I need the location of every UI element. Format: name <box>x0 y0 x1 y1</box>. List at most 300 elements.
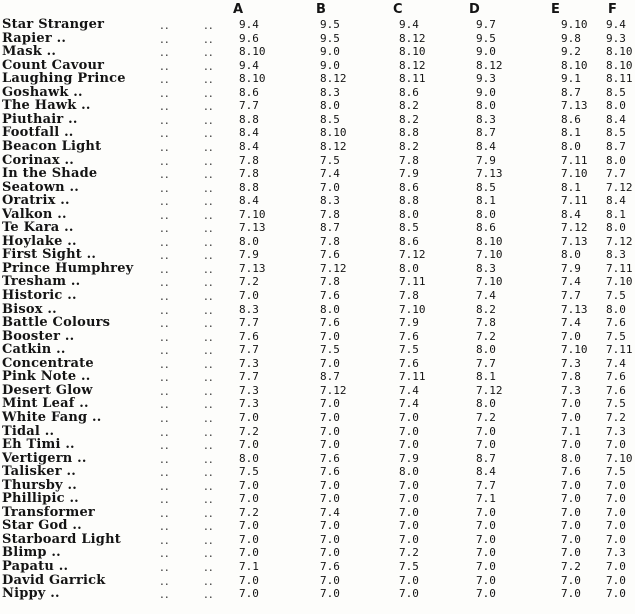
score-cell-d: 7.0 <box>476 438 496 452</box>
horse-name: Talisker .. <box>2 464 76 480</box>
score-cell-d: 8.6 <box>476 221 496 235</box>
score-cell-b: 8.7 <box>320 221 340 235</box>
leader-dots: .. <box>204 153 214 168</box>
score-cell-c: 8.11 <box>399 72 426 86</box>
score-cell-d: 7.7 <box>476 478 496 492</box>
leader-dots: .. <box>160 370 170 385</box>
score-cell-e: 7.0 <box>561 573 581 587</box>
leader-dots: .. <box>160 397 170 412</box>
score-cell-e: 7.0 <box>561 532 581 546</box>
table-row <box>0 586 635 602</box>
horse-name: Concentrate <box>2 355 94 371</box>
score-cell-d: 8.7 <box>476 451 496 465</box>
score-cell-e: 8.1 <box>561 180 581 194</box>
column-header-e: E <box>551 2 560 17</box>
leader-dots: .. <box>204 207 214 222</box>
horse-name: Laughing Prince <box>2 71 126 87</box>
score-cell-b: 8.12 <box>320 72 347 86</box>
score-cell-c: 7.6 <box>399 356 419 370</box>
score-cell-a: 7.0 <box>239 519 259 533</box>
score-cell-a: 7.10 <box>239 207 266 221</box>
leader-dots: .. <box>204 85 214 100</box>
score-cell-e: 8.1 <box>561 126 581 140</box>
score-cell-b: 8.5 <box>320 112 340 126</box>
score-cell-f: 7.0 <box>606 478 626 492</box>
leader-dots: .. <box>160 180 170 195</box>
score-cell-b: 7.0 <box>320 329 340 343</box>
score-cell-e: 7.6 <box>561 465 581 479</box>
score-cell-f: 7.5 <box>606 397 626 411</box>
leader-dots: .. <box>204 302 214 317</box>
score-cell-a: 8.10 <box>239 45 266 59</box>
score-cell-c: 8.0 <box>399 465 419 479</box>
leader-dots: .. <box>160 505 170 520</box>
score-cell-c: 9.4 <box>399 18 419 31</box>
score-cell-e: 7.9 <box>561 261 581 275</box>
leader-dots: .. <box>204 112 214 127</box>
score-cell-f: 8.4 <box>606 112 626 126</box>
horse-name: Goshawk .. <box>2 84 83 100</box>
score-cell-e: 7.8 <box>561 370 581 384</box>
score-cell-f: 8.1 <box>606 207 626 221</box>
score-cell-d: 8.0 <box>476 207 496 221</box>
leader-dots: .. <box>160 383 170 398</box>
score-cell-a: 9.6 <box>239 31 259 45</box>
leader-dots: .. <box>160 356 170 371</box>
leader-dots: .. <box>160 302 170 317</box>
leader-dots: .. <box>204 397 214 412</box>
score-cell-a: 7.7 <box>239 99 259 113</box>
leader-dots: .. <box>204 45 214 60</box>
score-cell-f: 8.5 <box>606 85 626 99</box>
score-cell-d: 8.3 <box>476 112 496 126</box>
horse-name: Nippy .. <box>2 586 60 602</box>
score-cell-e: 8.7 <box>561 85 581 99</box>
score-cell-b: 9.0 <box>320 58 340 72</box>
score-cell-d: 7.12 <box>476 383 503 397</box>
horse-name: Seatown .. <box>2 179 79 195</box>
score-cell-b: 7.0 <box>320 546 340 560</box>
horse-name: Mask .. <box>2 44 57 60</box>
score-cell-a: 8.0 <box>239 451 259 465</box>
score-cell-c: 8.2 <box>399 99 419 113</box>
score-cell-e: 7.3 <box>561 356 581 370</box>
score-cell-a: 8.4 <box>239 194 259 208</box>
leader-dots: .. <box>160 410 170 425</box>
score-cell-a: 7.0 <box>239 478 259 492</box>
score-cell-b: 9.5 <box>320 31 340 45</box>
leader-dots: .. <box>160 261 170 276</box>
score-cell-e: 9.10 <box>561 18 588 31</box>
score-cell-e: 7.3 <box>561 383 581 397</box>
score-cell-a: 8.8 <box>239 112 259 126</box>
score-cell-f: 8.0 <box>606 221 626 235</box>
score-cell-c: 7.11 <box>399 275 426 289</box>
leader-dots: .. <box>204 424 214 439</box>
horse-name: The Hawk .. <box>2 98 91 114</box>
score-cell-a: 9.4 <box>239 58 259 72</box>
score-cell-d: 7.2 <box>476 329 496 343</box>
leader-dots: .. <box>160 275 170 290</box>
horse-name: In the Shade <box>2 166 98 182</box>
score-cell-e: 7.0 <box>561 329 581 343</box>
leader-dots: .. <box>204 383 214 398</box>
score-cell-c: 8.0 <box>399 207 419 221</box>
score-cell-a: 7.8 <box>239 167 259 181</box>
score-cell-c: 7.0 <box>399 573 419 587</box>
score-cell-d: 8.3 <box>476 261 496 275</box>
leader-dots: .. <box>160 532 170 547</box>
score-cell-d: 7.0 <box>476 505 496 519</box>
horse-name: David Garrick <box>2 572 106 588</box>
score-cell-c: 8.12 <box>399 58 426 72</box>
score-cell-b: 7.8 <box>320 234 340 248</box>
leader-dots: .. <box>204 410 214 425</box>
leader-dots: .. <box>160 72 170 87</box>
score-cell-b: 7.0 <box>320 573 340 587</box>
leader-dots: .. <box>160 207 170 222</box>
score-cell-a: 7.8 <box>239 153 259 167</box>
score-cell-f: 8.10 <box>606 45 633 59</box>
score-cell-c: 7.9 <box>399 167 419 181</box>
score-cell-f: 7.5 <box>606 465 626 479</box>
score-cell-a: 7.0 <box>239 438 259 452</box>
score-cell-d: 7.0 <box>476 560 496 573</box>
score-cell-b: 8.3 <box>320 85 340 99</box>
score-cell-a: 7.1 <box>239 560 259 573</box>
score-cell-d: 9.0 <box>476 45 496 59</box>
leader-dots: .. <box>204 370 214 385</box>
horse-name: Piuthair .. <box>2 111 78 127</box>
score-cell-a: 8.6 <box>239 85 259 99</box>
leader-dots: .. <box>160 194 170 209</box>
leader-dots: .. <box>160 248 170 263</box>
score-cell-c: 7.0 <box>399 532 419 546</box>
score-cell-d: 8.12 <box>476 58 503 72</box>
score-cell-b: 8.3 <box>320 194 340 208</box>
score-cell-f: 7.0 <box>606 438 626 452</box>
leader-dots: .. <box>160 31 170 46</box>
score-cell-c: 7.0 <box>399 492 419 506</box>
horse-name: Bisox .. <box>2 301 57 317</box>
score-cell-f: 8.0 <box>606 153 626 167</box>
leader-dots: .. <box>204 99 214 114</box>
leader-dots: .. <box>204 275 214 290</box>
score-cell-d: 8.1 <box>476 370 496 384</box>
score-cell-a: 7.3 <box>239 397 259 411</box>
column-header-d: D <box>469 2 480 17</box>
score-cell-f: 7.6 <box>606 316 626 330</box>
leader-dots: .. <box>160 492 170 507</box>
score-cell-d: 9.7 <box>476 18 496 31</box>
score-cell-d: 7.8 <box>476 316 496 330</box>
score-cell-b: 7.0 <box>320 532 340 546</box>
score-cell-b: 7.6 <box>320 465 340 479</box>
score-cell-b: 8.0 <box>320 302 340 316</box>
leader-dots: .. <box>204 587 214 602</box>
score-cell-c: 7.9 <box>399 316 419 330</box>
score-cell-d: 8.0 <box>476 99 496 113</box>
leader-dots: .. <box>160 112 170 127</box>
score-cell-e: 7.0 <box>561 397 581 411</box>
leader-dots: .. <box>204 478 214 493</box>
score-cell-d: 7.13 <box>476 167 503 181</box>
score-cell-b: 7.5 <box>320 343 340 357</box>
horse-name: Count Cavour <box>2 57 105 73</box>
score-cell-e: 8.10 <box>561 58 588 72</box>
leader-dots: .. <box>204 221 214 236</box>
score-cell-d: 7.4 <box>476 289 496 302</box>
score-cell-f: 8.4 <box>606 194 626 208</box>
score-cell-d: 7.0 <box>476 424 496 438</box>
horse-name: Papatu .. <box>2 559 69 574</box>
leader-dots: .. <box>160 221 170 236</box>
leader-dots: .. <box>204 532 214 547</box>
score-cell-f: 7.11 <box>606 343 633 357</box>
score-cell-e: 7.0 <box>561 505 581 519</box>
score-cell-f: 7.12 <box>606 180 633 194</box>
score-cell-b: 7.8 <box>320 275 340 289</box>
score-cell-c: 8.2 <box>399 139 419 153</box>
score-cell-e: 9.2 <box>561 45 581 59</box>
horse-name: Rapier .. <box>2 30 67 46</box>
score-cell-c: 7.6 <box>399 329 419 343</box>
score-cell-c: 7.4 <box>399 397 419 411</box>
score-cell-d: 8.2 <box>476 302 496 316</box>
score-cell-c: 8.10 <box>399 45 426 59</box>
horse-name: Star Stranger <box>2 17 105 32</box>
score-cell-c: 7.2 <box>399 546 419 560</box>
score-cell-b: 7.6 <box>320 560 340 573</box>
leader-dots: .. <box>160 329 170 344</box>
score-cell-b: 7.0 <box>320 587 340 601</box>
horse-name: Valkon .. <box>2 206 67 222</box>
leader-dots: .. <box>160 573 170 588</box>
score-cell-d: 7.0 <box>476 587 496 601</box>
score-cell-a: 8.0 <box>239 234 259 248</box>
score-cell-f: 7.3 <box>606 546 626 560</box>
score-cell-a: 7.0 <box>239 532 259 546</box>
leader-dots: .. <box>160 546 170 561</box>
score-cell-d: 7.0 <box>476 546 496 560</box>
score-cell-a: 8.3 <box>239 302 259 316</box>
score-cell-e: 7.13 <box>561 302 588 316</box>
leader-dots: .. <box>160 451 170 466</box>
score-cell-f: 7.6 <box>606 370 626 384</box>
score-cell-c: 8.8 <box>399 126 419 140</box>
score-cell-e: 7.10 <box>561 343 588 357</box>
score-cell-e: 7.0 <box>561 587 581 601</box>
score-cell-c: 7.8 <box>399 153 419 167</box>
score-cell-e: 7.2 <box>561 560 581 573</box>
leader-dots: .. <box>160 85 170 100</box>
leader-dots: .. <box>204 289 214 303</box>
leader-dots: .. <box>160 139 170 154</box>
score-cell-f: 7.0 <box>606 560 626 573</box>
score-cell-b: 7.5 <box>320 153 340 167</box>
column-header-a: A <box>233 2 244 17</box>
score-cell-f: 8.11 <box>606 72 633 86</box>
score-cell-b: 7.0 <box>320 356 340 370</box>
leader-dots: .. <box>204 356 214 371</box>
score-cell-f: 8.10 <box>606 58 633 72</box>
score-cell-d: 7.10 <box>476 275 503 289</box>
score-cell-a: 7.0 <box>239 289 259 302</box>
leader-dots: .. <box>160 316 170 331</box>
score-cell-d: 8.0 <box>476 343 496 357</box>
leader-dots: .. <box>204 261 214 276</box>
score-cell-d: 9.3 <box>476 72 496 86</box>
score-cell-f: 7.6 <box>606 383 626 397</box>
score-cell-d: 7.10 <box>476 248 503 262</box>
score-cell-a: 7.0 <box>239 546 259 560</box>
score-cell-a: 8.4 <box>239 126 259 140</box>
score-cell-c: 7.0 <box>399 410 419 424</box>
horse-name: Mint Leaf .. <box>2 396 89 412</box>
leader-dots: .. <box>160 45 170 60</box>
score-cell-a: 7.7 <box>239 370 259 384</box>
score-cell-f: 7.0 <box>606 573 626 587</box>
score-cell-f: 9.4 <box>606 18 626 31</box>
leader-dots: .. <box>160 343 170 358</box>
score-cell-b: 7.6 <box>320 316 340 330</box>
score-cell-c: 7.5 <box>399 560 419 573</box>
leader-dots: .. <box>204 72 214 87</box>
score-cell-b: 7.6 <box>320 248 340 262</box>
score-cell-c: 7.12 <box>399 248 426 262</box>
leader-dots: .. <box>204 465 214 480</box>
score-cell-c: 7.0 <box>399 587 419 601</box>
leader-dots: .. <box>160 18 170 32</box>
leader-dots: .. <box>204 139 214 154</box>
score-cell-d: 8.0 <box>476 397 496 411</box>
score-cell-a: 7.3 <box>239 356 259 370</box>
score-cell-f: 8.3 <box>606 248 626 262</box>
score-cell-b: 7.0 <box>320 424 340 438</box>
leader-dots: .. <box>160 465 170 480</box>
leader-dots: .. <box>204 546 214 561</box>
score-cell-e: 7.0 <box>561 519 581 533</box>
leader-dots: .. <box>204 343 214 358</box>
score-cell-a: 7.0 <box>239 587 259 601</box>
score-cell-a: 8.4 <box>239 139 259 153</box>
score-cell-f: 7.0 <box>606 532 626 546</box>
score-cell-a: 7.0 <box>239 410 259 424</box>
score-cell-f: 8.0 <box>606 302 626 316</box>
score-cell-c: 7.10 <box>399 302 426 316</box>
leader-dots: .. <box>204 329 214 344</box>
score-cell-e: 7.11 <box>561 194 588 208</box>
score-cell-b: 7.0 <box>320 410 340 424</box>
horse-name: Beacon Light <box>2 138 102 154</box>
score-cell-b: 7.0 <box>320 438 340 452</box>
horse-name: Tidal .. <box>2 423 55 439</box>
leader-dots: .. <box>160 424 170 439</box>
score-cell-d: 8.7 <box>476 126 496 140</box>
score-cell-d: 7.7 <box>476 356 496 370</box>
score-cell-c: 7.8 <box>399 289 419 302</box>
score-cell-a: 7.0 <box>239 492 259 506</box>
score-cell-b: 9.5 <box>320 18 340 31</box>
leader-dots: .. <box>204 560 214 574</box>
leader-dots: .. <box>160 560 170 574</box>
score-cell-b: 7.0 <box>320 180 340 194</box>
score-cell-d: 7.0 <box>476 573 496 587</box>
score-cell-e: 7.4 <box>561 316 581 330</box>
horse-name: Starboard Light <box>2 531 121 547</box>
score-cell-a: 8.8 <box>239 180 259 194</box>
horse-name: Oratrix .. <box>2 193 70 209</box>
score-cell-b: 7.6 <box>320 289 340 302</box>
horse-name: Vertigern .. <box>2 450 87 466</box>
score-cell-d: 7.1 <box>476 492 496 506</box>
score-cell-e: 7.0 <box>561 438 581 452</box>
score-cell-c: 7.0 <box>399 519 419 533</box>
score-cell-c: 8.0 <box>399 261 419 275</box>
horse-name: Pink Note .. <box>2 369 91 385</box>
score-cell-f: 7.0 <box>606 519 626 533</box>
horse-name: Catkin .. <box>2 342 66 358</box>
score-cell-a: 8.10 <box>239 72 266 86</box>
horse-name: Footfall .. <box>2 125 74 141</box>
score-cell-e: 9.1 <box>561 72 581 86</box>
leader-dots: .. <box>160 478 170 493</box>
leader-dots: .. <box>160 58 170 73</box>
score-cell-f: 8.5 <box>606 126 626 140</box>
horse-name: Eh Timi .. <box>2 437 75 453</box>
score-cell-b: 7.0 <box>320 478 340 492</box>
score-cell-e: 7.1 <box>561 424 581 438</box>
column-header-c: C <box>393 2 403 17</box>
score-cell-e: 7.12 <box>561 221 588 235</box>
score-cell-d: 7.0 <box>476 532 496 546</box>
score-cell-b: 7.12 <box>320 383 347 397</box>
horse-name: Tresham .. <box>2 274 81 290</box>
leader-dots: .. <box>204 194 214 209</box>
leader-dots: .. <box>204 492 214 507</box>
horse-name: Star God .. <box>2 518 82 534</box>
score-cell-a: 7.13 <box>239 221 266 235</box>
horse-name: Desert Glow <box>2 382 93 398</box>
leader-dots: .. <box>160 126 170 141</box>
leader-dots: .. <box>204 248 214 263</box>
horse-name: First Sight .. <box>2 247 97 263</box>
horse-name: Blimp .. <box>2 545 61 561</box>
horse-name: White Fang .. <box>2 409 102 425</box>
score-cell-d: 9.0 <box>476 85 496 99</box>
score-cell-e: 9.8 <box>561 31 581 45</box>
horse-name: Corinax .. <box>2 152 75 168</box>
score-cell-a: 7.2 <box>239 275 259 289</box>
leader-dots: .. <box>160 438 170 453</box>
score-cell-e: 8.0 <box>561 248 581 262</box>
score-cell-a: 7.7 <box>239 316 259 330</box>
score-cell-e: 7.0 <box>561 546 581 560</box>
score-cell-b: 8.12 <box>320 139 347 153</box>
score-cell-c: 7.9 <box>399 451 419 465</box>
score-cell-a: 7.3 <box>239 383 259 397</box>
leader-dots: .. <box>204 316 214 331</box>
horse-name: Historic .. <box>2 288 77 303</box>
score-cell-c: 8.2 <box>399 112 419 126</box>
score-cell-b: 9.0 <box>320 45 340 59</box>
score-cell-c: 7.0 <box>399 424 419 438</box>
score-cell-d: 7.0 <box>476 519 496 533</box>
leader-dots: .. <box>160 289 170 303</box>
score-cell-d: 8.5 <box>476 180 496 194</box>
score-cell-f: 7.7 <box>606 167 626 181</box>
score-cell-e: 7.13 <box>561 99 588 113</box>
